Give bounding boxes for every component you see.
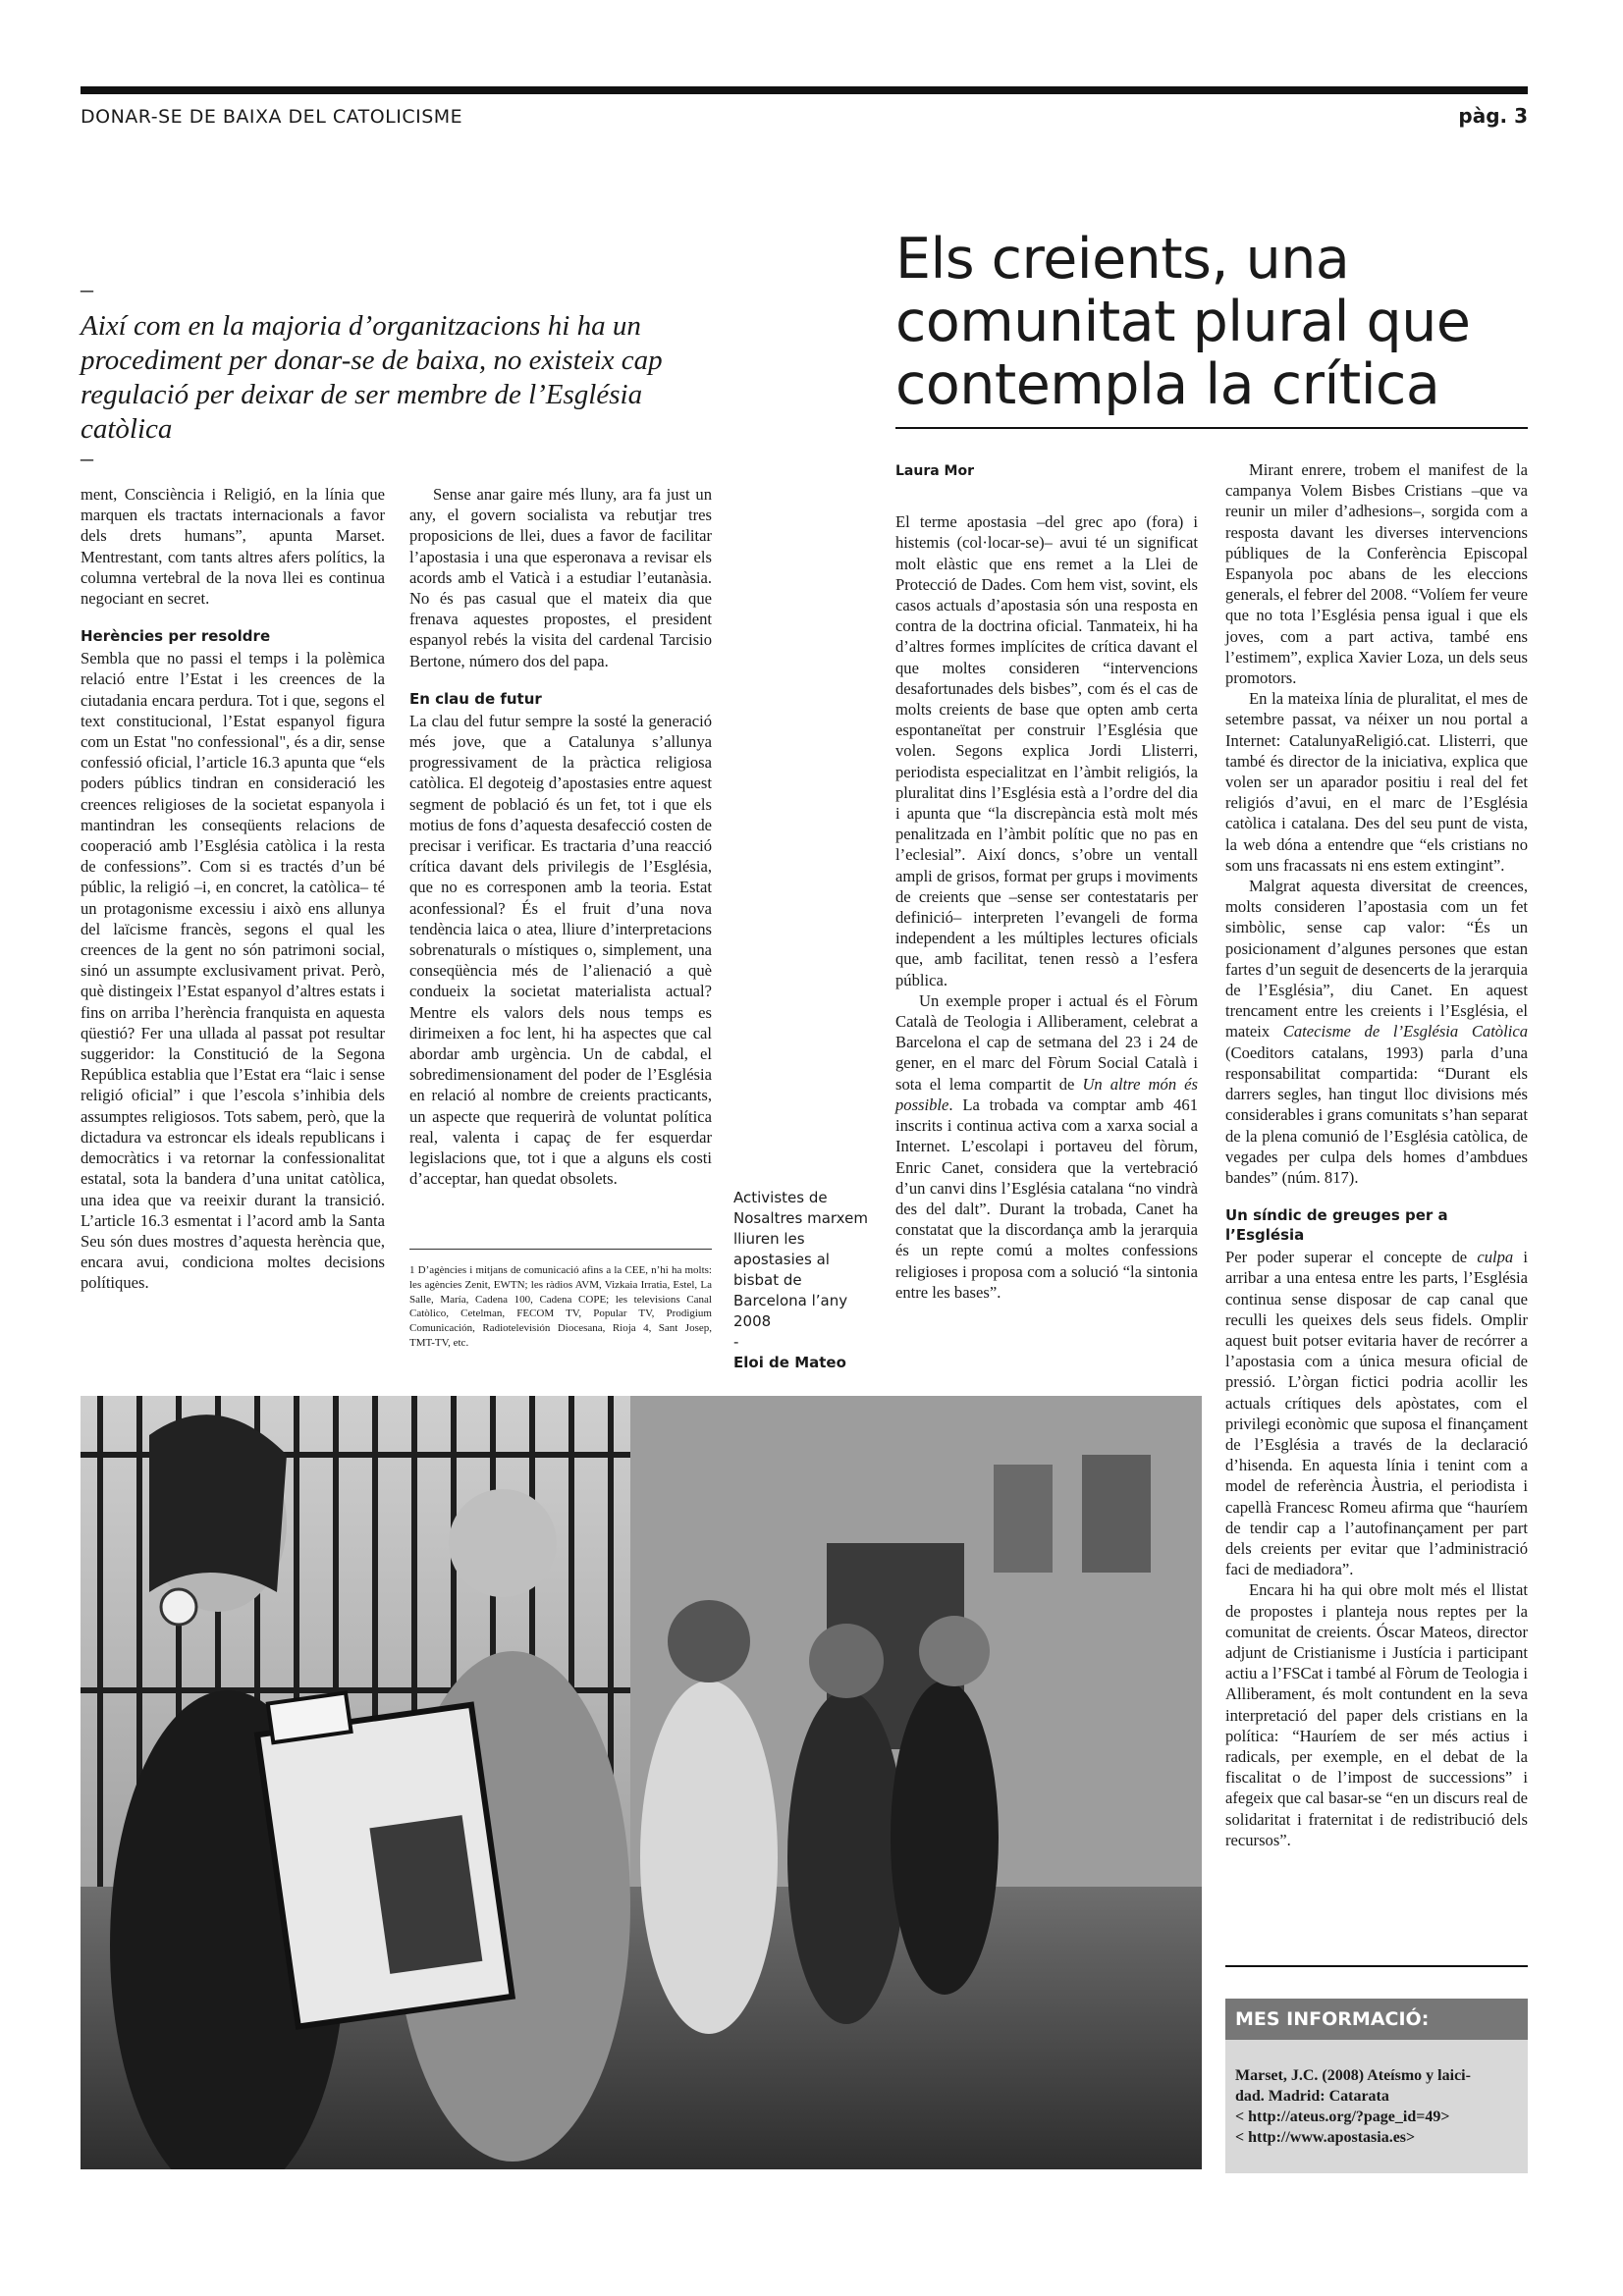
- text-run: i arribar a una entesa entre les parts, l’Església continua sense disposar de cap canal que reculli les queixes dels seus fidels. Omplir aquest buit potser evitaria haver de recórrer a l’apostasia com a única mesura oficial de pressió. L’òrgan fictici podria acollir les actuals crítiques dels apòstates, com el privilegi econòmic que suposa el finançament de l’Església a través de la declaració d’hisenda. En aquesta línia i tenint com a model de referència Àustria, el periodista i capellà Francesc Romeu afirma que “hauríem de tendir cap a l’autofinançament per part dels creients per evitar que l’administració faci de mediadora”.: [1225, 1248, 1528, 1579]
- subheading-herencies: Herències per resoldre: [81, 627, 271, 646]
- col4-paragraph: Mirant enrere, trobem el manifest de la campanya Volem Bisbes Cristians –que va reunir un miler d’adhesions–, sorgida com a resposta davant les diverses intervencions públiques de la Conferència Episcopal Espanyola poc abans de les eleccions generals, el febrer del 2008. “Volíem fer veure que no tota l’Església pensa igual i que els joves, com a part activa, també ens l’estimem”, explica Xavier Loza, un dels seus promotors.: [1225, 460, 1528, 688]
- more-info-box: [1225, 1999, 1528, 2173]
- photo-credit: Eloi de Mateo: [733, 1354, 846, 1371]
- italic-run: Un altre món és possible: [895, 1074, 1198, 1114]
- reference-link[interactable]: < http://ateus.org/?page_id=49>: [1235, 2109, 1450, 2125]
- text-run: Un exemple proper i actual és el Fòrum Català de Teologia i Alliberament, celebrat a Barcelona el cap de setmana del 23 i 24 de gener, en el marc del Fòrum Social Català i sota el lema compartit de: [895, 990, 1198, 1094]
- sidebar-rule: [1225, 1965, 1528, 1967]
- more-info-body: [1235, 2065, 1522, 2148]
- col1-paragraph: Sembla que no passi el temps i la polèmica relació entre l’Estat i les creences de la ciutadania encara perdura. Tot i que, segons el text constitucional, l’Estat espanyol figura com un Estat "no confessional", és a dir, sense confessió oficial, l’article 16.3 apunta que “els poders públics tindran en consideració les creences religioses de la societat espanyola i mantindran les conseqüents relacions de cooperació amb l’Església catòlica i la resta de confessions”. Com si es tractés d’un bé públic, la religió –i, en concret, la catòlica– té un protagonisme excessiu i això ens allunya del laïcisme francès, segons el qual les creences de la gent no són patrimoni social, sinó un assumpte exclusivament privat. Però, què distingeix l’Estat espanyol d’altres estats i fins on arriba l’herència franquista en aquesta qüestió? Fer una ullada al passat pot resultar suggeridor: la Constitució de la Segona República establia que l’Estat era “laic i sense religió oficial” i que l’escola s’inhibia dels assumptes religiosos. Tots sabem, però, que la dictadura va estroncar els ideals republicans i democràtics i va retornar la confessionalitat estatal, sota la bandera d’una unitat catòlica, una idea que va reeixir durant la transició. L’article 16.3 esmentat i l’acord amb la Santa Seu són dues mostres d’aquesta herència que, encara avui, condiciona moltes decisions polítiques.: [81, 649, 385, 1293]
- col3-paragraph: [895, 990, 1198, 1303]
- column-3: [895, 461, 1198, 1303]
- caption-text: Activistes de Nosaltres marxem lliuren les apostasies al bisbat de Barcelona l’any 2008: [733, 1189, 868, 1330]
- photo-caption: [733, 1188, 871, 1373]
- column-4: [1225, 459, 1528, 1850]
- text-run: Per poder superar el concepte de: [1225, 1248, 1478, 1267]
- text-run: . La trobada va comptar amb 461 inscrits i continua activa com a xarxa social a Internet. L’escolapi i portaveu del fòrum, Enric Canet, considera que la vertebració d’un canvi dins l’Església catalana “no vindrà des del dalt”. Durant la trobada, Canet ha constatat que la discordança amb la jerarquia és un repte comú a moltes confessions religioses i proposa com a solució “la sintonia entre les bases”.: [895, 1095, 1198, 1302]
- subheading-en-clau-de-futur: En clau de futur: [409, 689, 542, 708]
- col4-paragraph: En la mateixa línia de pluralitat, el mes de setembre passat, va néixer un nou portal a Internet: CatalunyaReligió.cat. Llisterri, que també és director de la iniciativa, explica que volen ser un aparador positiu i real del fet religiós d’avui, en el marc de l’Església catòlica i catalana. Des del seu punt de vista, la web dóna a entendre que “els cristians no som uns fracassats ni ens estem extingint”.: [1225, 689, 1528, 875]
- byline: Laura Mor: [895, 463, 975, 479]
- col4-paragraph: [1225, 1247, 1528, 1579]
- text-run: Malgrat aquesta diversitat de creences, molts consideren l’apostasia com un fet simbòlic, sense cap valor: “És un posicionament d’algunes persones que estan fartes d’un seguit de desencerts de la jerarquia de l’Església”, diu Canet. En aquest trencament entre les creients i l’Església, el mateix: [1225, 877, 1528, 1041]
- headline-rule: [895, 427, 1528, 429]
- italic-run: Catecisme de l’Església Catòlica: [1282, 1022, 1528, 1041]
- footnote: 1 D’agències i mitjans de comunicació afins a la CEE, n’hi ha molts: les agències Zenit, EWTN; les ràdios AVM, Vizkaia Irratia, Estel, La Salle, María, Cadena 100, Cadena COPE; les televisions Canal Catòlico, Cetelman, FECOM TV, Popular TV, Prodigium Comunicación, Radiotelevisión Diocesana, Rioja 4, Sant Josep, TMT-TV, etc.: [409, 1264, 712, 1349]
- lead-dash-bottom: –: [81, 444, 93, 472]
- col2-paragraph: Sense anar gaire més lluny, ara fa just un any, el govern socialista va rebutjar tres proposicions de llei, dues a favor de facilitar l’apostasia i una que esperonava a revisar els acords amb el Vaticà i a estudiar l’eutanàsia. No és pas casual que el mateix dia que frenava aquestes propostes, el president espanyol rebés la visita del cardenal Tarcisio Bertone, número dos del papa.: [409, 485, 712, 670]
- reference-line: dad. Madrid: Catarata: [1235, 2088, 1389, 2105]
- column-1: [81, 484, 385, 1294]
- column-2: [409, 484, 712, 1190]
- col4-paragraph: Encara hi ha qui obre molt més el llistat de propostes i planteja nous reptes per la comunitat de creients. Óscar Mateos, director adjunt de Cristianisme i Justícia i participant actiu a l’FSCat i també al Fòrum de Teologia i Alliberament, és molt contundent en la seva interpretació del paper dels cristians en la política: “Hauríem de ser més actius i radicals, per exemple, en el debat de la fiscalitat o de l’impost de successions” i afegeix que cal basar-se “en un discurs real de solidaritat i fraternitat i de redistribució dels recursos”.: [1225, 1580, 1528, 1849]
- section-title: DONAR-SE DE BAIXA DEL CATOLICISME: [81, 106, 463, 128]
- col4-paragraph: [1225, 876, 1528, 1188]
- col2-paragraph: La clau del futur sempre la sosté la generació més jove, que a Catalunya s’allunya progressivament de la pràctica religiosa catòlica. El degoteig d’apostasies entre aquest segment de població és un fet, tot i que els motius de fons d’aquesta desafecció costen de precisar i verificar. Es tractaria d’una reacció crítica davant dels privilegis de l’Església, que no es corresponen amb la teoria. Estat aconfessional? És el fruit d’una nova tendència laica o atea, lliure d’interpretacions sobrenaturals o místiques o, simplement, una conseqüència més de l’alienació a què condueix la societat materialista actual? Mentre els valors dels nous temps es dirimeixen a foc lent, hi ha aspectes que cal abordar amb urgència. Un de cabdal, el sobredimensionament del poder de l’Església en relació al nombre de creients practicants, un aspecte que requerirà de voluntat política real, valenta i capaç de fer esquerdar legislacions que, tot i que a alguns els costi d’acceptar, han quedat obsolets.: [409, 711, 712, 1189]
- headline: Els creients, una comunitat plural que contempla la crítica: [895, 227, 1471, 417]
- lead-dash-top: –: [81, 275, 93, 303]
- subheading-sindic-de-greuges: Un síndic de greuges per a l’Església: [1225, 1206, 1448, 1245]
- photo-illustration: [81, 1396, 1202, 2169]
- more-info-title: MES INFORMACIÓ:: [1225, 1999, 1528, 2040]
- news-photo: [81, 1396, 1202, 2169]
- reference-link[interactable]: < http://www.apostasia.es>: [1235, 2129, 1416, 2146]
- footnote-rule: [409, 1249, 712, 1250]
- top-rule: [81, 86, 1528, 94]
- col1-paragraph: ment, Consciència i Religió, en la línia que marquen els tractats internacionals a favor dels drets humans”, apunta Marset. Mentrestant, com tants altres afers polítics, la columna vertebral de la nova llei es continua negociant en secret.: [81, 485, 385, 609]
- reference-line: Marset, J.C. (2008) Ateísmo y laici-: [1235, 2067, 1471, 2084]
- page-number: pàg. 3: [1458, 104, 1528, 128]
- col3-paragraph: El terme apostasia –del grec apo (fora) i histemis (col·locar-se)– avui té un significat molt elàstic que ens remet a la Llei de Protecció de Dades. Com hem vist, sovint, els casos actuals d’apostasia són una resposta en contra de la doctrina oficial. Tanmateix, hi ha d’altres formes implícites de crítica davant el que moltes consideren “intervencions desafortunades dels bisbes”, com és el cas de molts creients de base que opten amb certa espontaneïtat per construir l’Església que volen. Segons explica Jordi Llisterri, periodista especialitzat en l’àmbit religiós, la pluralitat dins l’Església està a l’ordre del dia i apunta que “la discrepància està molt més penalitzada en l’àmbit polític que no pas en l’eclesial”. Així doncs, s’obre un ventall ampli de grisos, format per grups i moviments de creients que –sense ser contestataris per definició– interpreten l’evangeli de forma independent a les múltiples lectures oficials que, amb facilitat, tenen ressò a l’esfera pública.: [895, 512, 1198, 989]
- lead-text: Així com en la majoria d’organitzacions hi ha un procediment per donar-se de baixa, no existeix cap regulació per deixar de ser membre de l’Església catòlica: [81, 310, 663, 445]
- text-run: (Coeditors catalans, 1993) parla d’una responsabilitat compartida: “Durant els darrers segles, han tingut lloc divisions més considerables i grans comunitats s’han separat de la plena comunió de l’Església catòlica, de vegades per culpa dels homes d’ambdues bandes” (núm. 817).: [1225, 1042, 1528, 1187]
- italic-run: culpa: [1477, 1248, 1514, 1267]
- caption-dash: -: [733, 1333, 739, 1351]
